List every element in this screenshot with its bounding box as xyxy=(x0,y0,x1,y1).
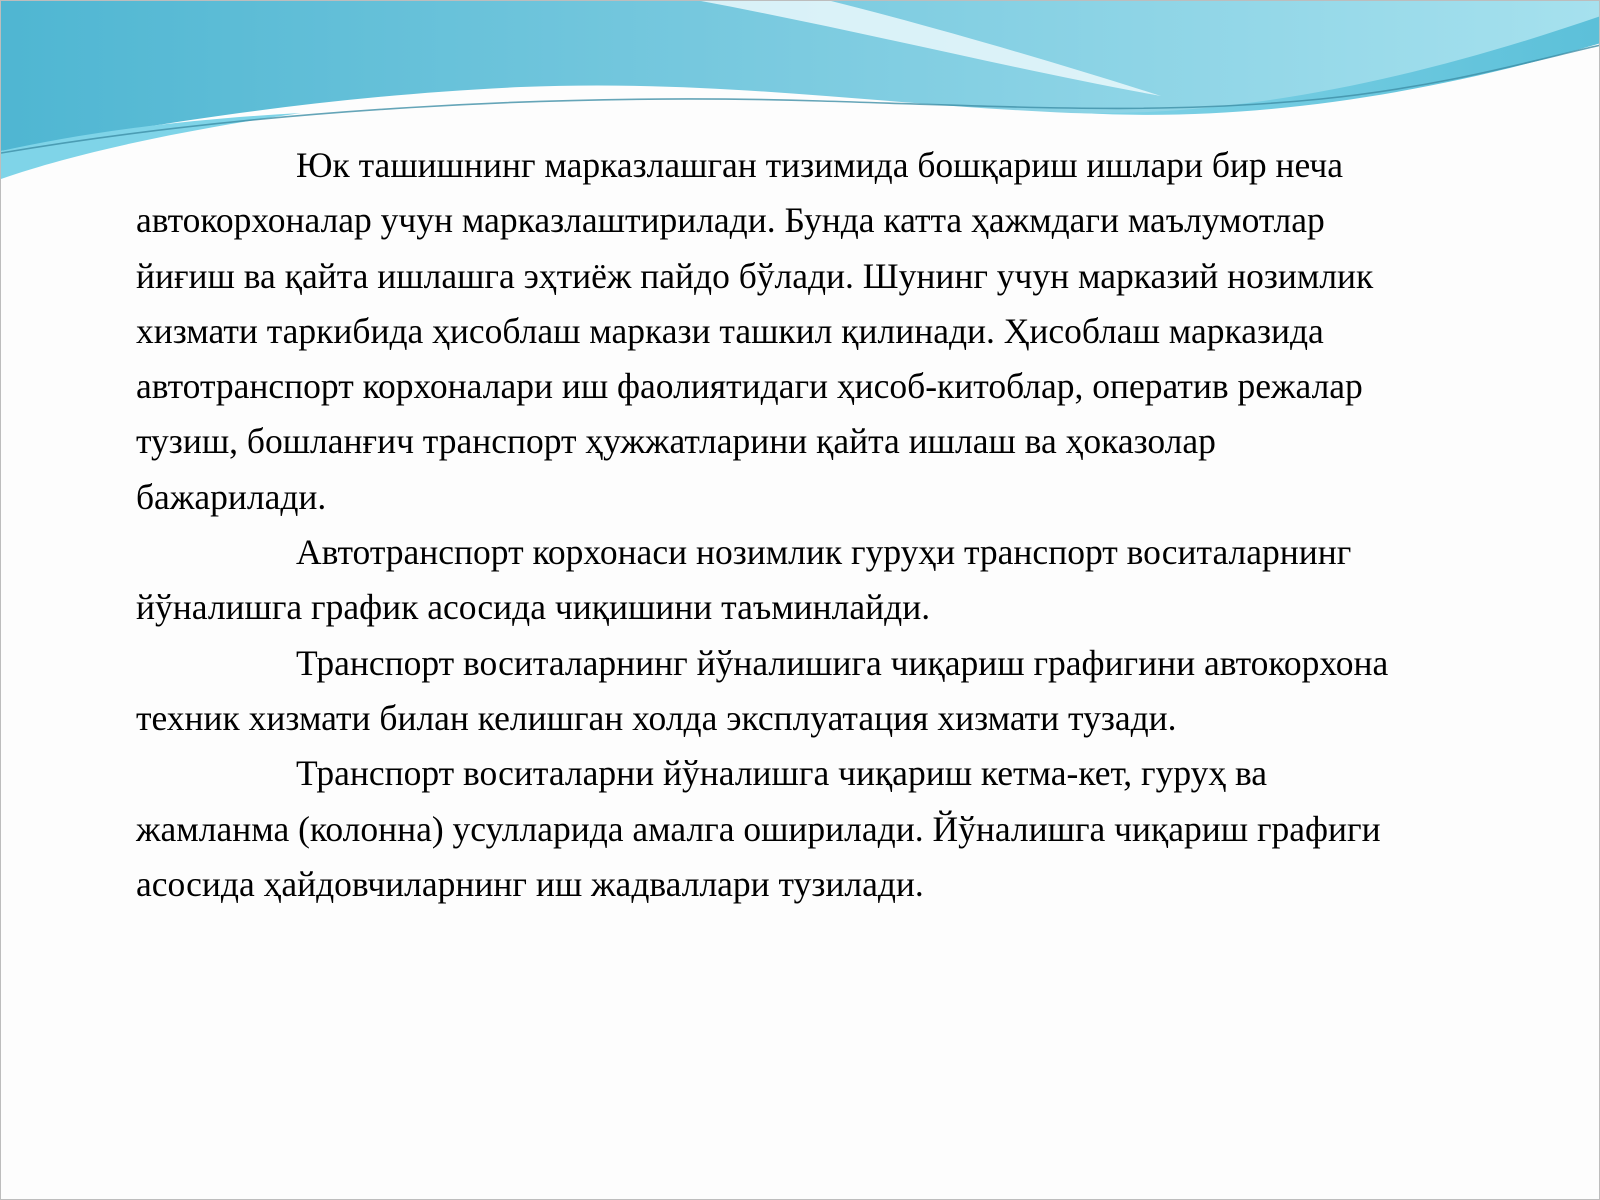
paragraph-3: Транспорт воситаларнинг йўналишига чиқариш графигини автокорхона техник хизмати билан келишган холда эксплуатация хизмати тузади. xyxy=(136,642,1389,738)
paragraph-4: Транспорт воситаларни йўналишга чиқариш кетма-кет, гуруҳ ва жамланма (колонна) усулларида амалга оширилади. Йўналишга чиқариш графиги асосида ҳайдовчиларнинг иш жадваллари тузилади. xyxy=(136,753,1381,904)
text-body xyxy=(136,138,1556,912)
paragraph-1: Юк ташишнинг марказлашган тизимида бошқариш ишлари бир неча автокорхоналар учун марказлаштирилади. Бунда катта ҳажмдаги маълумотлар йиғиш ва қайта ишлашга эҳтиёж пайдо бўлади. Шунинг учун марказий нозимлик хизмати таркибида ҳисоблаш маркази ташкил қилинади. Ҳисоблаш марказида автотранспорт корхоналари иш фаолиятидаги ҳисоб-китоблар, оператив режалар тузиш, бошланғич транспорт ҳужжатларини қайта ишлаш ва ҳоказолар бажарилади. xyxy=(136,145,1374,517)
wave-band-main xyxy=(1,1,1600,151)
paragraph-2: Автотранспорт корхонаси нозимлик гуруҳи транспорт воситаларнинг йўналишга график асосида чиқишини таъминлайди. xyxy=(136,532,1352,628)
